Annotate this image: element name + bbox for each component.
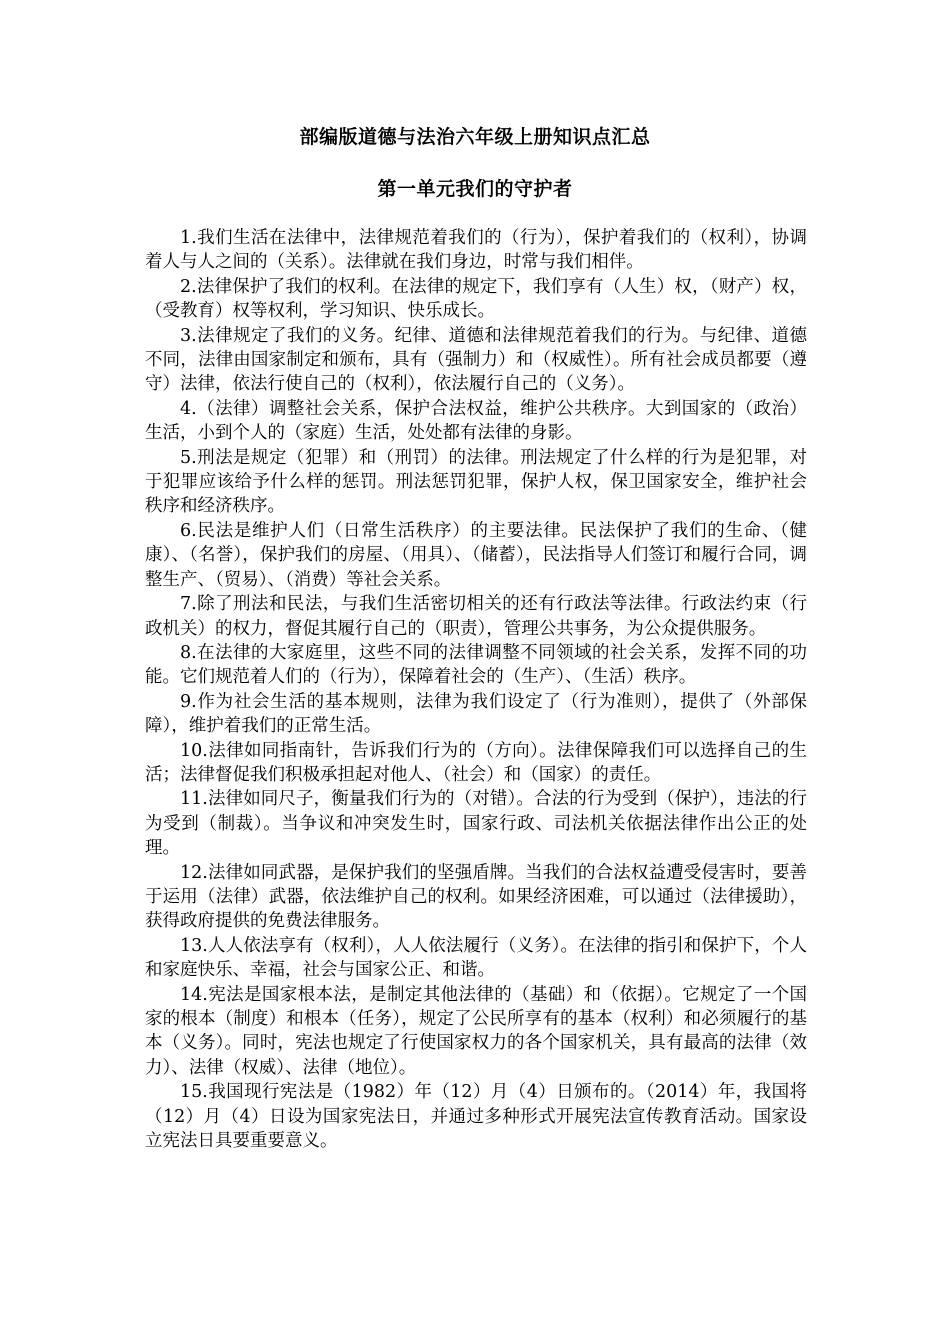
paragraph-7: 7.除了刑法和民法，与我们生活密切相关的还有行政法等法律。行政法约束（行政机关）的权力，督促其履行自己的（职责），管理公共事务，为公众提供服务。 (145, 594, 807, 639)
paragraph-2: 2.法律保护了我们的权利。在法律的规定下，我们享有（人生）权，（财产）权，（受教育）权等权利，学习知识、快乐成长。 (145, 276, 807, 322)
paragraph-11: 11.法律如同尺子，衡量我们行为的（对错）。合法的行为受到（保护），违法的行为受到（制裁）。当争议和冲突发生时，国家行政、司法机关依据法律作出公正的处理。 (145, 789, 807, 859)
paragraph-14: 14.宪法是国家根本法，是制定其他法律的（基础）和（依据）。它规定了一个国家的根本（制度）和根本（任务），规定了公民所享有的基本（权利）和必须履行的基本（义务）。同时，宪法也规定了行使国家权力的各个国家机关，具有最高的法律（效力）、法律（权威）、法律（地位）。 (145, 984, 807, 1078)
paragraph-4: 4.（法律）调整社会关系，保护合法权益，维护公共秩序。大到国家的（政治）生活，小到个人的（家庭）生活，处处都有法律的身影。 (145, 398, 807, 444)
paragraph-12: 12.法律如同武器，是保护我们的坚强盾牌。当我们的合法权益遭受侵害时，要善于运用（法律）武器，依法维护自己的权利。如果经济困难，可以通过（法律援助），获得政府提供的免费法律服务。 (145, 862, 807, 932)
paragraph-6: 6.民法是维护人们（日常生活秩序）的主要法律。民法保护了我们的生命、（健康）、（名誉），保护我们的房屋、（用具）、（储蓄），民法指导人们签订和履行合同，调整生产、（贸易）、（消费）等社会关系。 (145, 520, 807, 590)
paragraph-3: 3.法律规定了我们的义务。纪律、道德和法律规范着我们的行为。与纪律、道德不同，法律由国家制定和颁布，具有（强制力）和（权威性）。所有社会成员都要（遵守）法律，依法行使自己的（权利），依法履行自己的（义务）。 (145, 325, 807, 395)
document-body (145, 226, 807, 1153)
paragraph-15: 15.我国现行宪法是（1982）年（12）月（4）日颁布的。（2014）年，我国将（12）月（4）日设为国家宪法日，并通过多种形式开展宪法宣传教育活动。国家设立宪法日具要重要意义。 (145, 1082, 807, 1152)
unit-title: 第一单元我们的守护者 (377, 178, 573, 200)
paragraph-5: 5.刑法是规定（犯罪）和（刑罚）的法律。刑法规定了什么样的行为是犯罪，对于犯罪应该给予什么样的惩罚。刑法惩罚犯罪，保护人权，保卫国家安全，维护社会秩序和经济秩序。 (145, 447, 807, 517)
document-title: 部编版道德与法治六年级上册知识点汇总 (299, 126, 651, 148)
paragraph-10: 10.法律如同指南针，告诉我们行为的（方向）。法律保障我们可以选择自己的生活；法律督促我们积极承担起对他人、（社会）和（国家）的责任。 (145, 740, 807, 785)
paragraph-8: 8.在法律的大家庭里，这些不同的法律调整不同领域的社会关系，发挥不同的功能。它们规范着人们的（行为），保障着社会的（生产）、（生活）秩序。 (145, 642, 807, 688)
paragraph-13: 13.人人依法享有（权利），人人依法履行（义务）。在法律的指引和保护下，个人和家庭快乐、幸福，社会与国家公正、和谐。 (145, 935, 807, 981)
paragraph-1: 1.我们生活在法律中，法律规范着我们的（行为），保护着我们的（权利），协调着人与人之间的（关系）。法律就在我们身边，时常与我们相伴。 (145, 228, 807, 273)
paragraph-9: 9.作为社会生活的基本规则，法律为我们设定了（行为准则），提供了（外部保障），维护着我们的正常生活。 (145, 691, 807, 737)
